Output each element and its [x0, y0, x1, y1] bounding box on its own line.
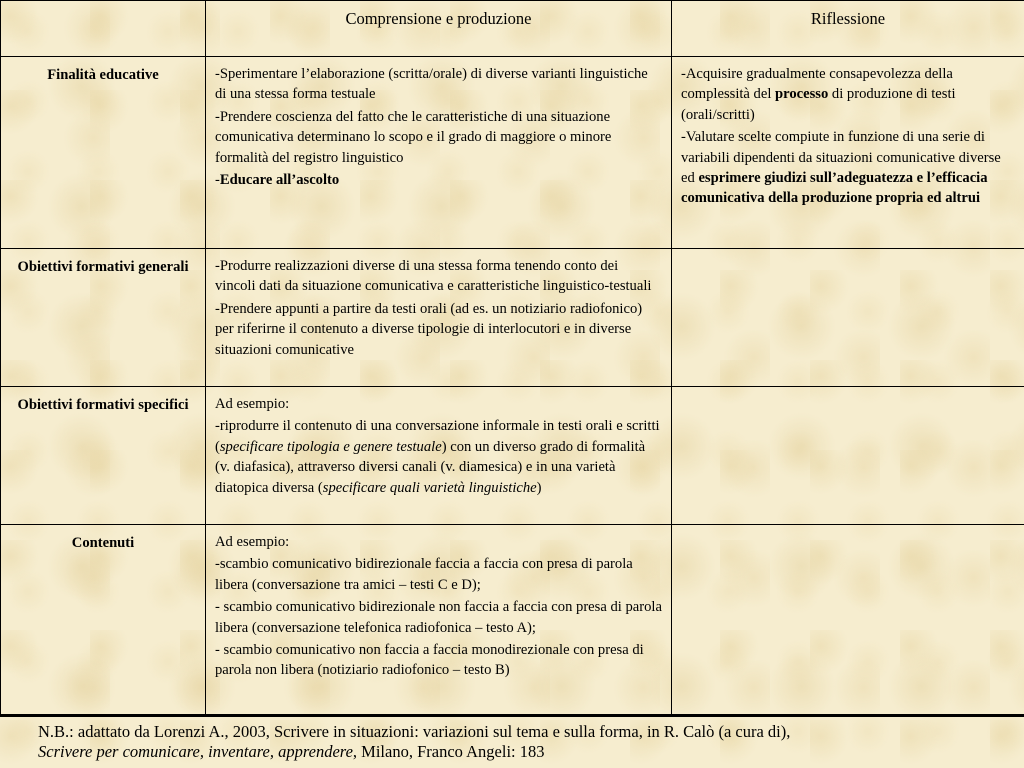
finalita-riflessione-cell: [672, 57, 1024, 249]
footnote: [38, 722, 998, 762]
finalita-comp-item: [215, 170, 662, 190]
contenuti-comprensione-cell: [206, 525, 672, 717]
finalita-comp-item: -Prendere coscienza del fatto che le caratteristiche di una situazione comunicativa determinano lo scopo e il grado di maggiore o minore formalità del registro linguistico: [215, 108, 612, 166]
row-label-contenuti: Contenuti: [1, 525, 206, 717]
text-run: -Valutare scelte compiute in funzione di una serie di variabili dipendenti da situazioni comunicative diverse ed: [681, 129, 1001, 187]
specifici-riflessione-cell: [672, 387, 1024, 525]
generali-riflessione-cell: [672, 249, 1024, 387]
row-contenuti: [1, 525, 1024, 717]
text-run: -riprodurre il contenuto di una conversazione informale in testi orali e scritti (: [215, 418, 660, 455]
contenuti-riflessione-cell: [672, 525, 1024, 717]
text-run: ): [536, 479, 542, 496]
finalita-rifl-item: [681, 64, 1015, 125]
italic-run: specificare tipologia e genere testuale: [219, 438, 442, 455]
text-run: di produzione di testi (orali/scritti): [681, 86, 956, 123]
generali-comp-item: -Produrre realizzazioni diverse di una stessa forma tenendo conto dei vincoli dati da situazione comunicativa e caratteristiche linguistico-testuali: [215, 258, 652, 295]
contenuti-comp-item: -scambio comunicativo bidirezionale faccia a faccia con presa di parola libera (conversazione tra amici – testi C e D);: [215, 556, 633, 593]
contenuti-comp-item: - scambio comunicativo bidirezionale non faccia a faccia con presa di parola libera (conversazione telefonica radiofonica – testo A);: [215, 599, 662, 636]
specifici-comp-item: Ad esempio:: [215, 396, 290, 412]
contenuti-comp-item: - scambio comunicativo non faccia a faccia monodirezionale con presa di parola non libera (notiziario radiofonico – testo B): [215, 642, 644, 679]
finalita-comp-dash: -: [215, 172, 220, 189]
header-riflessione: Riflessione: [672, 1, 1024, 57]
bold-run: processo: [775, 86, 829, 103]
specifici-comprensione-cell: [206, 387, 672, 525]
row-finalita-educative: [1, 57, 1024, 249]
row-obiettivi-generali: [1, 249, 1024, 387]
bold-run: esprimere giudizi sull’adeguatezza e l’efficacia comunicativa della produzione propria ed altrui: [681, 170, 988, 207]
footnote-book-title: Scrivere per comunicare, inventare, apprendere: [38, 742, 353, 761]
finalita-comp-bold: Educare all’ascolto: [219, 172, 340, 189]
text-run: ) con un diverso grado di formalità (v. diafasica), attraverso diversi canali (v. diamesica) e in una varietà diatopica diversa (: [215, 438, 646, 496]
header-corner-cell: [1, 1, 206, 57]
finalita-comp-item: -Sperimentare l’elaborazione (scritta/orale) di diverse varianti linguistiche di una stessa forma testuale: [215, 66, 648, 103]
specifici-comp-item: [215, 416, 662, 498]
italic-run: specificare quali varietà linguistiche: [322, 479, 537, 496]
text-run: -Acquisire gradualmente consapevolezza della complessità del: [681, 66, 953, 103]
contenuti-comp-item: Ad esempio:: [215, 534, 290, 550]
row-label-generali: Obiettivi formativi generali: [1, 249, 206, 387]
finalita-comprensione-cell: [206, 57, 672, 249]
row-obiettivi-specifici: [1, 387, 1024, 525]
header-row: [1, 1, 1024, 57]
footnote-line-2: [38, 742, 998, 762]
bottom-divider: [0, 714, 1024, 717]
row-label-specifici: Obiettivi formativi specifici: [1, 387, 206, 525]
footnote-line-1: N.B.: adattato da Lorenzi A., 2003, Scrivere in situazioni: variazioni sul tema e sulla forma, in R. Calò (a cura di),: [38, 722, 791, 741]
footnote-publisher: , Milano, Franco Angeli: 183: [352, 742, 545, 761]
header-comprensione: Comprensione e produzione: [206, 1, 672, 57]
row-label-finalita: Finalità educative: [1, 57, 206, 249]
generali-comp-item: -Prendere appunti a partire da testi orali (ad es. un notiziario radiofonico) per riferirne il contenuto a diverse tipologie di interlocutori e in diverse situazioni comunicative: [215, 300, 643, 358]
generali-comprensione-cell: [206, 249, 672, 387]
finalita-rifl-item: [681, 127, 1015, 209]
